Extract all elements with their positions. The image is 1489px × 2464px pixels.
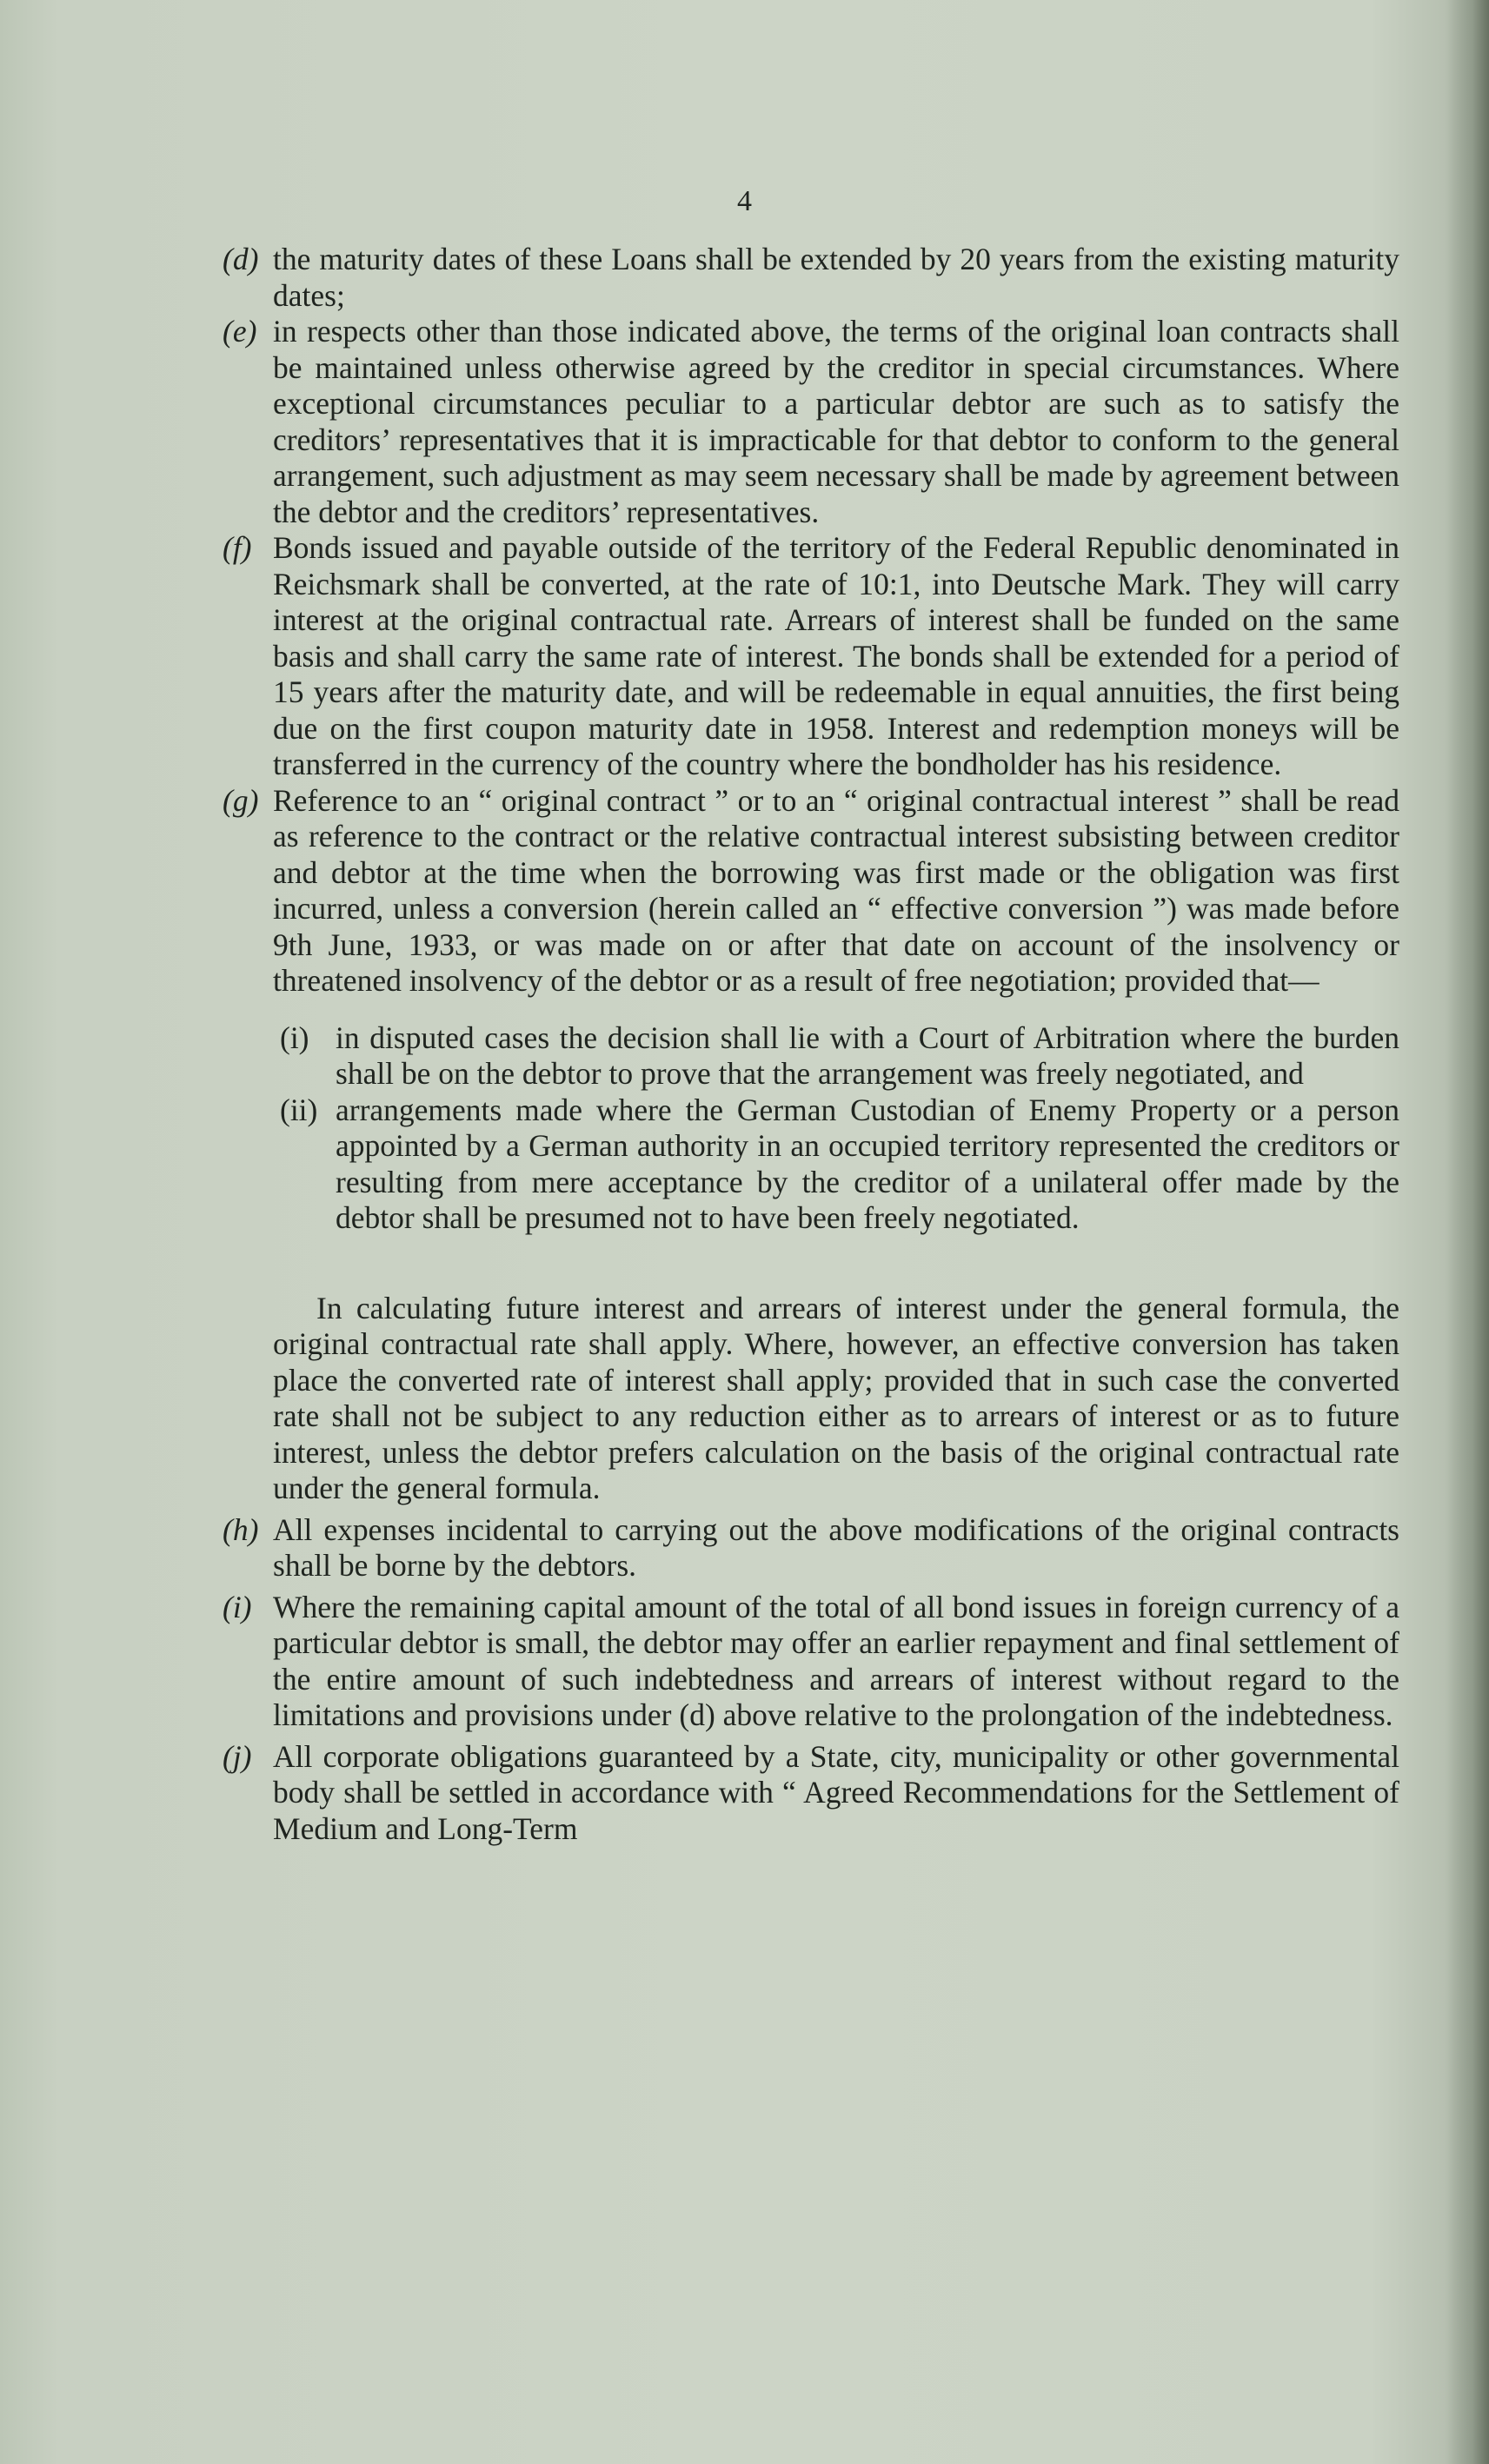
item-label: (h) (223, 1511, 259, 1547)
item-text: in respects other than those indicated above, the terms of the original loan contracts shall be maintained unless otherwise agreed by the creditor in special circumstances. Where exceptional circumstances peculiar to a particular debtor are such as to satisfy the creditors’ representatives that it is impracticable for that debtor to conform to the general arrangement, such adjustment as may seem necessary shall be made by agreement between the debtor and the creditors’ representatives. (273, 314, 1399, 529)
subitem-text: in disputed cases the decision shall lie with a Court of Arbitration where the burden shall be on the debtor to prove that the arrangement was freely negotiated, and (336, 1019, 1399, 1091)
item-label: (d) (223, 242, 259, 276)
item-label: (e) (223, 314, 257, 349)
subitem-label: (i) (280, 1019, 309, 1055)
item-label: (j) (223, 1738, 252, 1774)
list-item-e (200, 314, 1399, 530)
sub-list (200, 1020, 1399, 1237)
subitem-label: (ii) (280, 1092, 318, 1127)
item-label: (f) (223, 530, 252, 565)
page-number: 4 (737, 185, 752, 217)
page-edge-shadow (1447, 0, 1489, 2464)
sub-list-item-i (200, 1020, 1399, 1093)
list-item-i (200, 1590, 1399, 1734)
body-paragraph: In calculating future interest and arrears of interest under the general formula, the original contractual rate shall apply. Where, however, an effective conversion has taken place the converted rate of interest shall apply; provided that in such case the converted rate shall not be subject to any reduction either as to arrears of interest or as to future interest, unless the debtor prefers calculation on the basis of the original contractual rate under the general formula. (273, 1290, 1399, 1505)
item-text: All expenses incidental to carrying out the above modifications of the original contracts shall be borne by the debtors. (273, 1511, 1399, 1583)
sub-list-item-ii (200, 1093, 1399, 1237)
list-item-g (200, 783, 1399, 1000)
item-text: Reference to an “ original contract ” or to an “ original contractual interest ” shall be read as reference to the contract or the relative contractual interest subsisting between creditor and debtor at the time when the borrowing was first made or the obligation was first incurred, unless a conversion (herein called an “ effective conversion ”) was made before 9th June, 1933, or was made on or after that date on account of the insolvency or threatened insolvency of the debtor or as a result of free negotiation; provided that— (273, 782, 1399, 998)
item-text: Bonds issued and payable outside of the territory of the Federal Republic denominated in Reichsmark shall be converted, at the rate of 10:1, into Deutsche Mark. They will carry interest at the original contractual rate. Arrears of interest shall be funded on the same basis and shall carry the same rate of interest. The bonds shall be extended for a period of 15 years after the maturity date, and will be redeemable in equal annuities, the first being due on the first coupon maturity date in 1958. Interest and redemption moneys will be transferred in the currency of the country where the bondholder has his residence. (273, 530, 1399, 781)
item-text: Where the remaining capital amount of the total of all bond issues in foreign currency of a particular debtor is small, the debtor may offer an earlier repayment and final settlement of the entire amount of such indebtedness and arrears of interest without regard to the limitations and provisions under (d) above relative to the prolongation of the indebtedness. (273, 1589, 1399, 1732)
list-item-j (200, 1739, 1399, 1848)
list-item-f (200, 530, 1399, 783)
subitem-text: arrangements made where the German Custodian of Enemy Property or a person appointed by a German authority in an occupied territory represented the creditors or resulting from mere acceptance by the creditor of a unilateral offer made by the debtor shall be presumed not to have been freely negotiated. (336, 1092, 1399, 1235)
item-text: the maturity dates of these Loans shall be extended by 20 years from the existing maturity dates; (273, 242, 1399, 313)
item-text: All corporate obligations guaranteed by a State, city, municipality or other governmental body shall be settled in accordance with “ Agreed Recommendations for the Settlement of Medium and Long-Term (273, 1738, 1399, 1846)
list-item-d (200, 242, 1399, 314)
list-item-h (200, 1512, 1399, 1584)
item-label: (g) (223, 782, 259, 818)
document-body (200, 242, 1399, 1847)
item-label: (i) (223, 1589, 252, 1624)
